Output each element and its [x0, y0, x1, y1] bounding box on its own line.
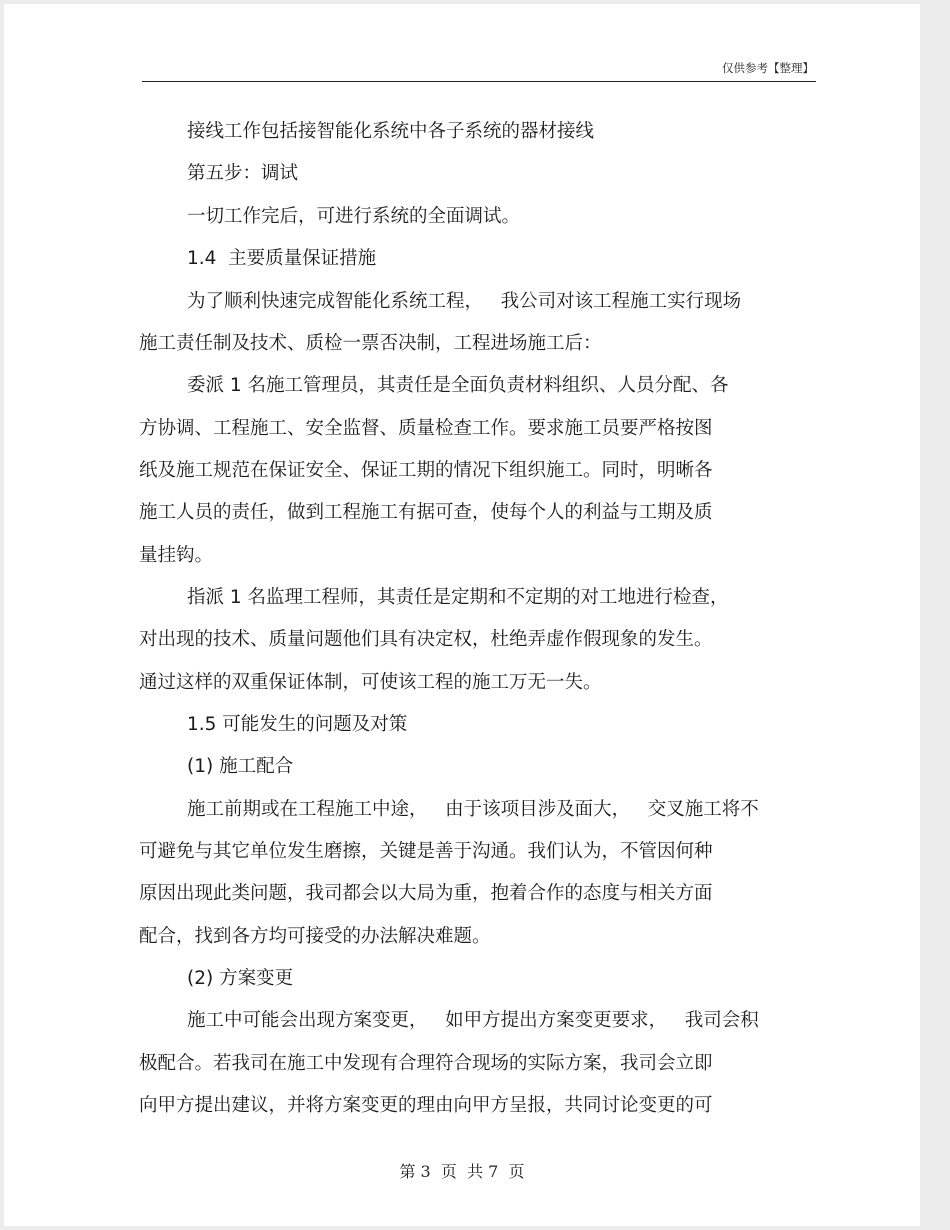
text-line: 委派 1 名施工管理员，其责任是全面负责材料组织、人员分配、各 [187, 375, 729, 396]
document-page [4, 4, 920, 1226]
text-line: 指派 1 名监理工程师，其责任是定期和不定期的对工地进行检查， [187, 587, 729, 608]
text-line: 可避免与其它单位发生磨擦，关键是善于沟通。我们认为，不管因何种 [139, 841, 713, 862]
text-line: 通过这样的双重保证体制，可使该工程的施工万无一失。 [139, 672, 602, 693]
text-line: 对出现的技术、质量问题他们具有决定权，杜绝弄虚作假现象的发生。 [139, 629, 713, 650]
text-line: 施工中可能会出现方案变更， 如甲方提出方案变更要求， 我司会积 [187, 1010, 759, 1031]
text-line: 施工人员的责任，做到工程施工有据可查，使每个人的利益与工期及质 [139, 502, 713, 523]
text-line: 向甲方提出建议，并将方案变更的理由向甲方呈报，共同讨论变更的可 [139, 1095, 713, 1116]
text-line: 纸及施工规范在保证安全、保证工期的情况下组织施工。同时，明晰各 [139, 460, 713, 481]
document-body [4, 4, 920, 1226]
text-line: 方协调、工程施工、安全监督、质量检查工作。要求施工员要严格按图 [139, 418, 713, 439]
text-line: 配合，找到各方均可接受的办法解决难题。 [139, 926, 491, 947]
page-footer: 第 3 页 共 7 页 [399, 1162, 525, 1181]
text-line: 第五步：调试 [187, 163, 299, 184]
section-heading: 1.4 主要质量保证措施 [187, 248, 377, 269]
text-line: 施工责任制及技术、质检一票否决制，工程进场施工后： [139, 333, 602, 354]
header-text: 仅供参考【整理】 [722, 61, 814, 75]
subsection-heading: (2) 方案变更 [187, 968, 294, 989]
subsection-heading: (1) 施工配合 [187, 756, 294, 777]
text-line: 原因出现此类问题，我司都会以大局为重，抱着合作的态度与相关方面 [139, 883, 713, 904]
text-line: 施工前期或在工程施工中途， 由于该项目涉及面大， 交叉施工将不 [187, 799, 759, 820]
text-line: 接线工作包括接智能化系统中各子系统的器材接线 [187, 121, 595, 142]
text-line: 量挂钩。 [139, 545, 214, 566]
text-line: 为了顺利快速完成智能化系统工程， 我公司对该工程施工实行现场 [187, 291, 742, 312]
text-line: 一切工作完后，可进行系统的全面调试。 [187, 206, 521, 227]
text-line: 极配合。若我司在施工中发现有合理符合现场的实际方案，我司会立即 [139, 1053, 713, 1074]
section-heading: 1.5 可能发生的问题及对策 [187, 714, 408, 735]
